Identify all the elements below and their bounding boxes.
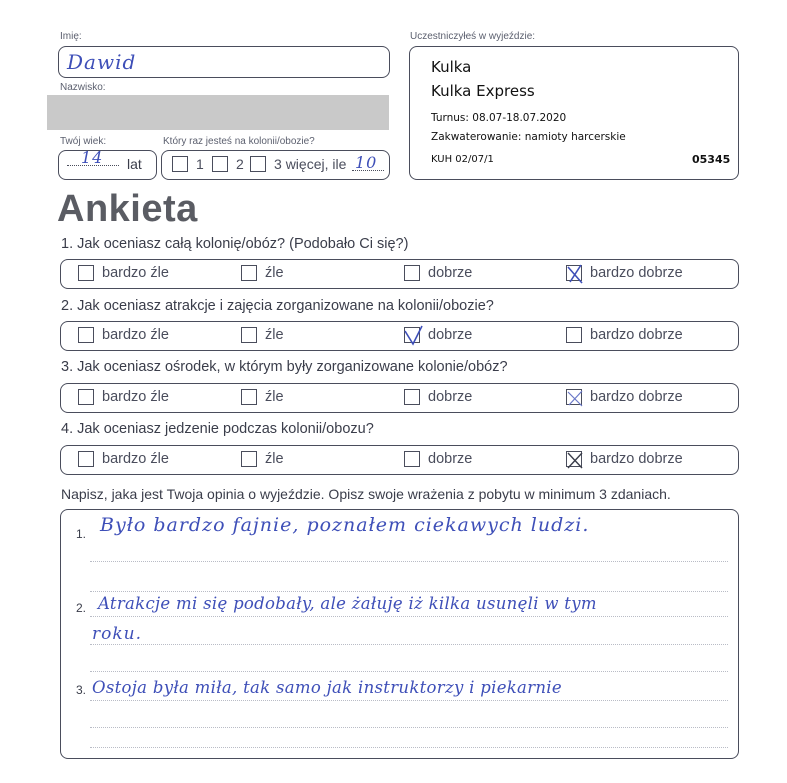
name-field[interactable] bbox=[58, 46, 390, 78]
dotted-line bbox=[90, 644, 728, 645]
q1-opt-good[interactable]: dobrze bbox=[404, 265, 472, 281]
q3-checkbox-very-good[interactable] bbox=[566, 389, 582, 405]
q4-checkbox-very-good[interactable] bbox=[566, 451, 582, 467]
name-label: Imię: bbox=[60, 31, 82, 42]
check-mark-icon bbox=[565, 449, 585, 471]
q3-checkbox-bad[interactable] bbox=[241, 389, 257, 405]
checkbox-2[interactable] bbox=[212, 156, 228, 172]
age-field[interactable] bbox=[58, 150, 157, 180]
q2-opt-good[interactable]: dobrze bbox=[404, 327, 472, 343]
times-3[interactable]: 3 więcej, ile bbox=[250, 156, 346, 172]
q4-opt-very-bad[interactable]: bardzo źle bbox=[78, 451, 169, 467]
opinion-box[interactable] bbox=[60, 509, 739, 759]
q3-opt-very-bad[interactable]: bardzo źle bbox=[78, 389, 169, 405]
check-mark-icon bbox=[565, 263, 585, 285]
opinion-prompt: Napisz, jaka jest Twoja opinia o wyjeździe. Opisz swoje wrażenia z pobytu w minimum 3 zdaniach. bbox=[61, 486, 671, 502]
q1-checkbox-very-good[interactable] bbox=[566, 265, 582, 281]
q2-opt-bad[interactable]: źle bbox=[241, 327, 284, 343]
which-time-label: Który raz jesteś na kolonii/obozie? bbox=[163, 136, 315, 147]
dotted-line bbox=[90, 727, 728, 728]
answers-q4 bbox=[60, 445, 739, 475]
opinion-number-3: 3. bbox=[76, 683, 87, 697]
q3-opt-very-good[interactable]: bardzo dobrze bbox=[566, 389, 683, 405]
question-4: 4. Jak oceniasz jedzenie podczas kolonii/obozu? bbox=[61, 421, 374, 437]
q1-checkbox-bad[interactable] bbox=[241, 265, 257, 281]
age-value: 14 bbox=[81, 148, 104, 167]
q1-opt-very-good[interactable]: bardzo dobrze bbox=[566, 265, 683, 281]
camp-info-box bbox=[409, 46, 739, 180]
answers-q1 bbox=[60, 259, 739, 289]
q2-checkbox-very-bad[interactable] bbox=[78, 327, 94, 343]
which-time-field bbox=[161, 150, 390, 180]
q1-opt-very-bad[interactable]: bardzo źle bbox=[78, 265, 169, 281]
answers-q2 bbox=[60, 321, 739, 351]
opinion-line-1: Było bardzo fajnie, poznałem ciekawych ludzi. bbox=[100, 514, 590, 536]
camp-lodging: Zakwaterowanie: namioty harcerskie bbox=[431, 131, 626, 143]
answers-q3 bbox=[60, 383, 739, 413]
question-2: 2. Jak oceniasz atrakcje i zajęcia zorganizowane na kolonii/obozie? bbox=[61, 298, 494, 314]
opinion-line-2a: Atrakcje mi się podobały, ale żałuję iż kilka usunęli w tym bbox=[98, 594, 597, 613]
q1-checkbox-good[interactable] bbox=[404, 265, 420, 281]
dotted-line bbox=[90, 700, 728, 701]
opinion-line-3: Ostoja była miła, tak samo jak instruktorzy i piekarnie bbox=[92, 678, 562, 697]
dotted-line bbox=[90, 591, 728, 592]
opinion-line-2b: roku. bbox=[92, 624, 143, 644]
q3-checkbox-very-bad[interactable] bbox=[78, 389, 94, 405]
checkbox-3[interactable] bbox=[250, 156, 266, 172]
camp-name: Kulka bbox=[431, 58, 472, 76]
q1-opt-bad[interactable]: źle bbox=[241, 265, 284, 281]
q4-checkbox-very-bad[interactable] bbox=[78, 451, 94, 467]
q2-checkbox-very-good[interactable] bbox=[566, 327, 582, 343]
age-unit: lat bbox=[127, 156, 142, 172]
participant-label: Uczestniczyłeś w wyjeździe: bbox=[410, 31, 536, 42]
q4-checkbox-bad[interactable] bbox=[241, 451, 257, 467]
q4-checkbox-good[interactable] bbox=[404, 451, 420, 467]
check-mark-icon bbox=[565, 387, 585, 409]
camp-code: KUH 02/07/1 bbox=[431, 154, 494, 165]
opinion-number-2: 2. bbox=[76, 601, 87, 615]
dotted-line bbox=[90, 747, 728, 748]
surname-redaction bbox=[47, 95, 389, 130]
form-title: Ankieta bbox=[57, 188, 198, 230]
camp-turnus: Turnus: 08.07-18.07.2020 bbox=[431, 112, 567, 124]
q2-opt-very-bad[interactable]: bardzo źle bbox=[78, 327, 169, 343]
dotted-line bbox=[90, 671, 728, 672]
check-mark-icon bbox=[403, 325, 423, 347]
q3-checkbox-good[interactable] bbox=[404, 389, 420, 405]
q3-opt-good[interactable]: dobrze bbox=[404, 389, 472, 405]
dotted-line bbox=[90, 561, 728, 562]
q4-opt-good[interactable]: dobrze bbox=[404, 451, 472, 467]
times-more-value: 10 bbox=[355, 153, 378, 172]
question-1: 1. Jak oceniasz całą kolonię/obóz? (Podobało Ci się?) bbox=[61, 236, 409, 252]
age-label: Twój wiek: bbox=[60, 136, 107, 147]
checkbox-1[interactable] bbox=[172, 156, 188, 172]
camp-subname: Kulka Express bbox=[431, 82, 535, 100]
q4-opt-bad[interactable]: źle bbox=[241, 451, 284, 467]
times-1[interactable]: 1 bbox=[172, 156, 204, 172]
q1-checkbox-very-bad[interactable] bbox=[78, 265, 94, 281]
q2-opt-very-good[interactable]: bardzo dobrze bbox=[566, 327, 683, 343]
q2-checkbox-bad[interactable] bbox=[241, 327, 257, 343]
q2-checkbox-good[interactable] bbox=[404, 327, 420, 343]
dotted-line bbox=[90, 616, 728, 617]
surname-label: Nazwisko: bbox=[60, 82, 106, 93]
q4-opt-very-good[interactable]: bardzo dobrze bbox=[566, 451, 683, 467]
times-2[interactable]: 2 bbox=[212, 156, 244, 172]
opinion-number-1: 1. bbox=[76, 527, 87, 541]
q3-opt-bad[interactable]: źle bbox=[241, 389, 284, 405]
camp-number: 05345 bbox=[692, 153, 731, 166]
question-3: 3. Jak oceniasz ośrodek, w którym były zorganizowane kolonie/obóz? bbox=[61, 359, 508, 375]
name-value: Dawid bbox=[67, 50, 137, 74]
